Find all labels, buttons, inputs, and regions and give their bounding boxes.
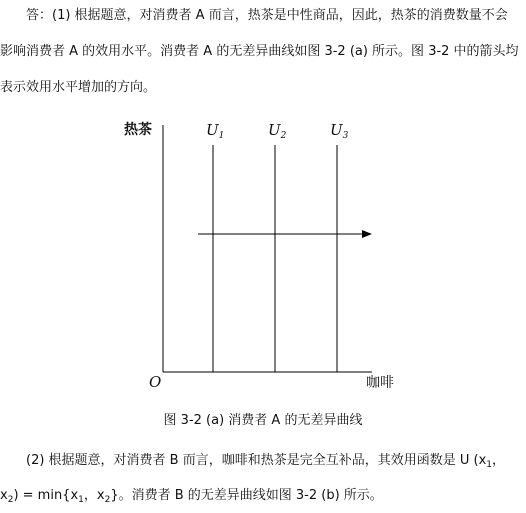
paragraph-answer-1b — [0, 44, 526, 60]
paragraph-answer-2b — [0, 488, 526, 508]
paragraph-answer-2a — [0, 453, 526, 473]
curve-label-sub: 2 — [280, 131, 287, 141]
paragraph-text: x — [0, 488, 8, 503]
figure-caption: 图 3-2 (a) 消费者 A 的无差异曲线 — [163, 413, 363, 428]
subscript: 2 — [7, 495, 14, 505]
paragraph-answer-1c — [0, 80, 526, 96]
paragraph-text: 表示效用水平增加的方向。 — [0, 80, 157, 95]
curve-label-sub: 1 — [218, 131, 225, 141]
paragraph-text: ， — [492, 453, 506, 468]
subscript: 1 — [78, 495, 84, 505]
curve-label-sub: 3 — [342, 131, 349, 141]
paragraph-text: ，x — [83, 488, 105, 503]
paragraph-text: (2) 根据题意，对消费者 B 而言，咖啡和热茶是完全互补品，其效用函数是 U (x — [26, 453, 487, 468]
paragraph-text: ) = min{x — [13, 488, 79, 503]
curve-label-u3 — [330, 122, 348, 144]
paragraph-text: 影响消费者 A 的效用水平。消费者 A 的无差异曲线如图 3-2 (a) 所示。图 3-2 中的箭头均 — [0, 44, 519, 59]
curve-label-base: U — [268, 121, 281, 139]
paragraph-text: 答：(1) 根据题意，对消费者 A 而言，热茶是中性商品，因此，热茶的消费数量不会 — [26, 8, 508, 23]
arrow-head-icon — [362, 230, 372, 238]
subscript: 2 — [104, 495, 111, 505]
subscript: 1 — [486, 460, 493, 470]
paragraph-text: }。消费者 B 的无差异曲线如图 3-2 (b) 所示。 — [110, 488, 383, 503]
origin-label: O — [149, 373, 162, 391]
curve-label-base: U — [330, 121, 343, 139]
curve-label-u1 — [206, 122, 224, 144]
x-axis-label: 咖啡 — [366, 375, 394, 391]
paragraph-answer-1a — [0, 8, 526, 24]
curve-label-u2 — [268, 122, 286, 144]
curve-label-base: U — [206, 121, 219, 139]
y-axis-label: 热茶 — [124, 122, 152, 138]
